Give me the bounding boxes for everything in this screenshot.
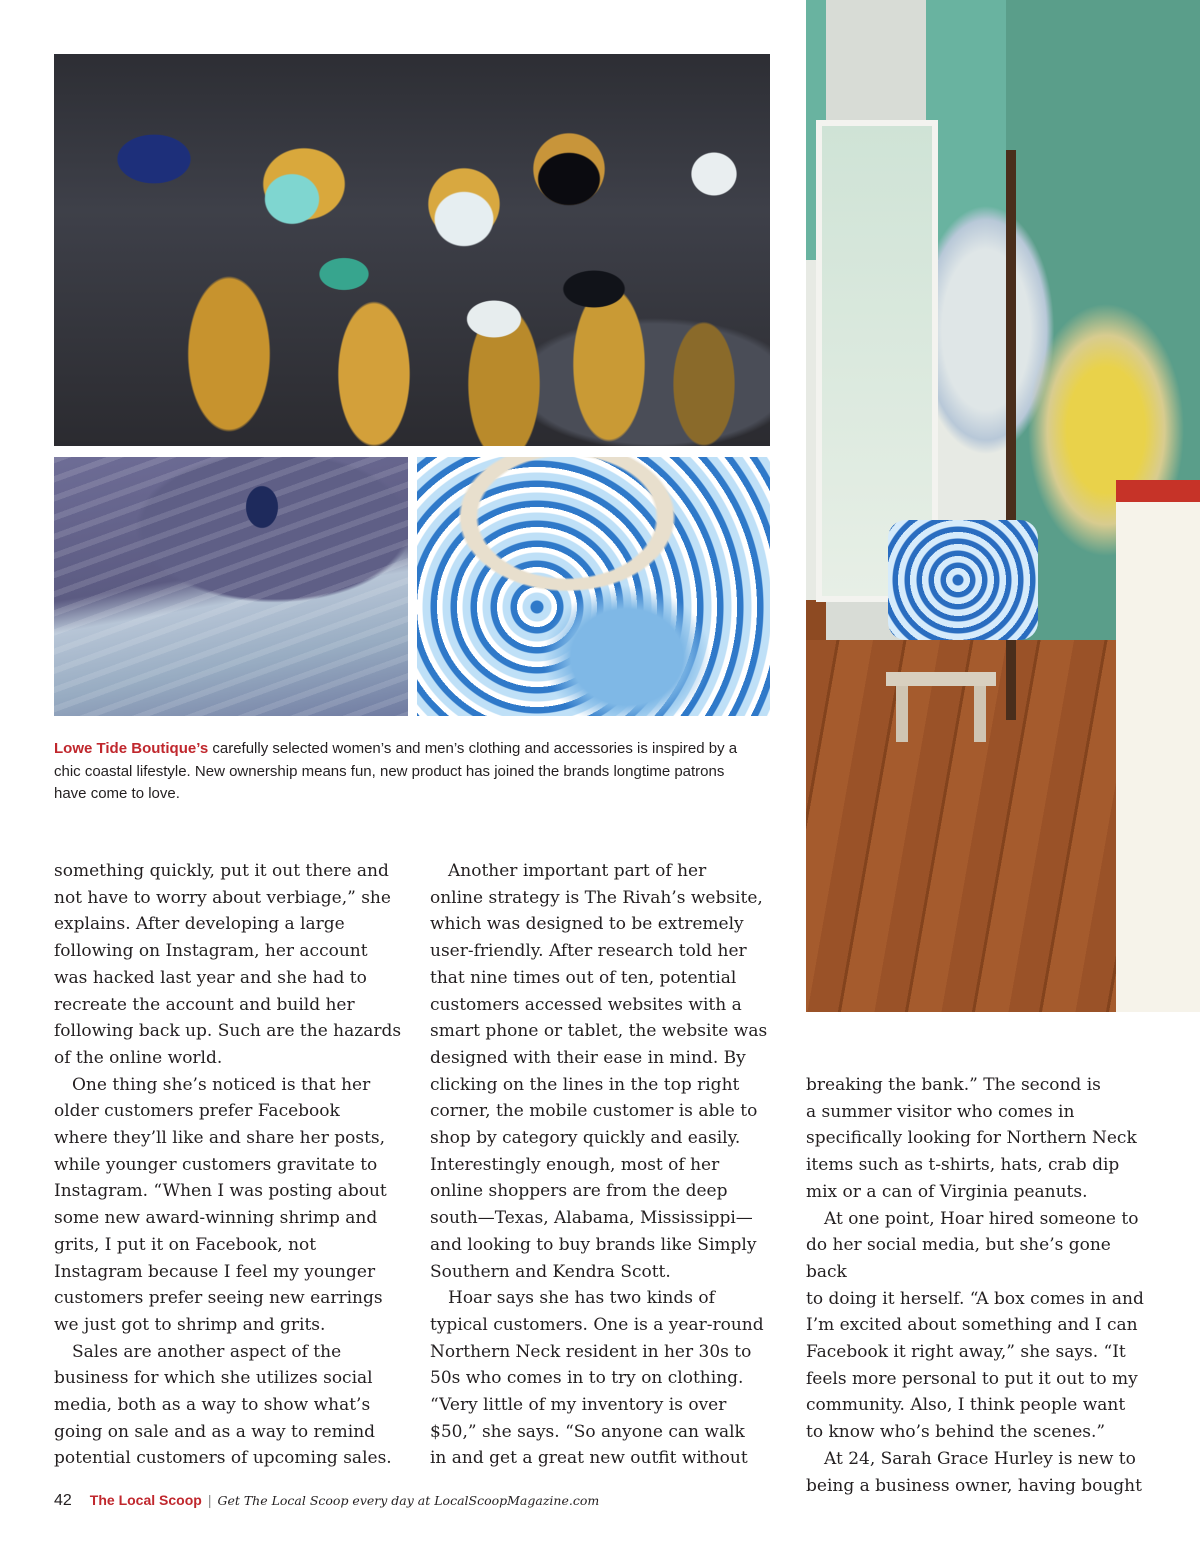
caption-text: carefully selected women’s and men’s clothing and accessories is inspired by a chic coastal lifestyle. New ownership means fun, new product has joined the brands longtime patrons have come to love. (54, 740, 738, 802)
paragraph: At one point, Hoar hired someone to do her social media, but she’s gone back to doing it herself. “A box comes in and I’m excited about something and I can Facebook it right away,” she says. “It feels more personal to put it out to my community. Also, I think people want to know who’s behind the scenes.” (806, 1208, 1144, 1443)
jewelry-rings-photo (54, 54, 770, 446)
page-footer (54, 1492, 599, 1516)
paragraph: breaking the bank.” The second is a summer visitor who comes in specifically looking for Northern Neck items such as t-shirts, hats, crab dip mix or a can of Virginia peanuts. (806, 1075, 1137, 1202)
article-column-1 (54, 858, 404, 1472)
article-column-2 (430, 858, 780, 1472)
paragraph: One thing she’s noticed is that her older customers prefer Facebook where they’ll like and share her posts, while younger customers gravitate to Instagram. “When I was posting about some new award-winning shrimp and grits, I put it on Facebook, not Instagram because I feel my younger customers prefer seeing new earrings we just got to shrimp and grits. (54, 1074, 387, 1335)
paragraph: Another important part of her online strategy is The Rivah’s website, which was designed to be extremely user-friendly. After research told her that nine times out of ten, potential customers accessed websites with a smart phone or tablet, the website was designed with their ease in mind. By clicking on the lines in the top right corner, the mobile customer is able to shop by category quickly and easily. Interestingly enough, most of her online shoppers are from the deep south—Texas, Alabama, Mississippi— and looking to buy brands like Simply Southern and Kendra Scott. (430, 861, 768, 1282)
paragraph: Sales are another aspect of the business for which she utilizes social media, both as a way to show what’s going on sale and as a way to remind potential customers of upcoming sales. (54, 1341, 392, 1469)
footer-tagline: Get The Local Scoop every day at LocalScoopMagazine.com (217, 1493, 600, 1508)
boutique-interior-photo (806, 0, 1200, 1012)
shop-counter (1116, 480, 1200, 1012)
page-number: 42 (54, 1492, 72, 1509)
photo-caption (54, 738, 754, 806)
paragraph: something quickly, put it out there and not have to worry about verbiage,” she explains. After developing a large following on Instagram, her account was hacked last year and she had to recreate the account and build her following back up. Such are the hazards of the online world. (54, 861, 402, 1068)
wooden-stool (886, 672, 996, 742)
magazine-name: The Local Scoop (89, 1492, 202, 1508)
blue-pillow (888, 520, 1038, 640)
caption-lead: Lowe Tide Boutique’s (54, 740, 209, 757)
tote-bag-photo (417, 457, 770, 716)
paragraph: Hoar says she has two kinds of typical customers. One is a year-round Northern Neck resident in her 30s to 50s who comes in to try on clothing. “Very little of my inventory is over $50,” she says. “So anyone can walk in and get a great new outfit without (430, 1288, 764, 1469)
article-column-3 (806, 1072, 1156, 1499)
mens-shirt-photo (54, 457, 408, 716)
paragraph: At 24, Sarah Grace Hurley is new to being a business owner, having bought (806, 1448, 1142, 1496)
footer-separator: | (207, 1492, 212, 1508)
